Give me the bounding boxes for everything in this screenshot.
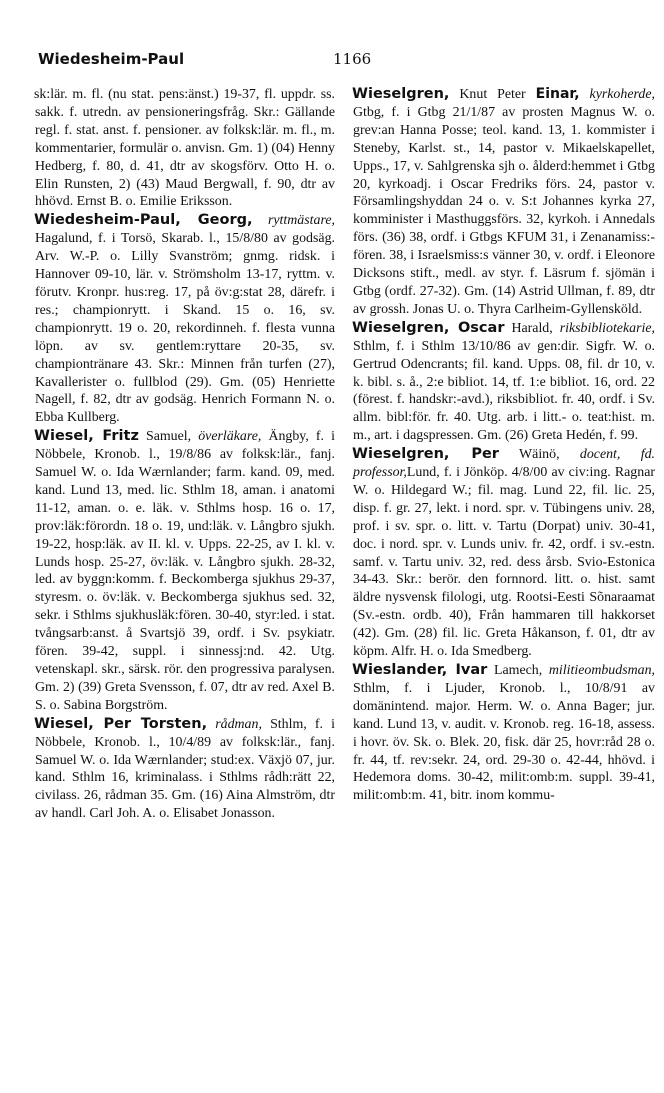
entry-wieselgren-per <box>353 446 655 661</box>
entry-continuation <box>35 86 335 211</box>
running-head <box>38 50 638 72</box>
entry-headword: Wiedesheim-Paul, Georg, <box>34 212 253 229</box>
entry-occupation: överläkare, <box>198 429 262 445</box>
page-title: Wiedesheim-Paul <box>38 50 185 68</box>
right-column <box>353 86 655 806</box>
entry-occupation: kyrkoherde, <box>589 87 655 102</box>
entry-call-name: Einar, <box>535 86 580 102</box>
entry-headword: Wieselgren, <box>352 86 450 102</box>
entry-wiesel-per-torsten <box>35 716 335 823</box>
entry-occupation: docent, fd. professor, <box>353 447 655 481</box>
left-column <box>35 86 335 824</box>
entry-text: Sthlm, f. i Sthlm 13/10/86 av gen:dir. Sigfr. W. o. Gertrud Odencrants; fil. kand. Upps. 08, fil. dr 10, v. k. bibl. s. å., 2:e bibliot. 14, tf. 1:e bibliot. 16, ord. 22 (förest. f. handskr:-avd.), riksbibliot. fr. 40, ordf. i Sv. allm. bibl:för. fr. 40. Utg. arb. i litt.- o. teat:hist. m. m., art. i dagspressen. Gm. (26) Greta Hedén, f. 99. <box>353 338 655 444</box>
entry-text: Gtbg, f. i Gtbg 21/1/87 av prosten Magnus W. o. grev:an Hanna Posse; teol. kand. 13, 1. kommister i Steneby, Karlst. st., 14, pastor v. Mikaelskapellet, Upps., 17, v. Sahlgrenska sjh o. ålderd:hemmet i Gtbg 20, kyrkoadj. i Oscar Fredriks förs. 24, pastor v. Församlingshyddan 24 o. v. S:t Johannes kyrka 27, komminister i Masthuggsförs. 32, kyrkoh. i Annedals förs. (36) 38, ordf. i Gtbgs KFUM 31, i Zenanamiss:-fören. 38, i Israelsmiss:s vänner 30, v. ordf. i Eleonore Dicksons stift., medl. av styr. f. Läsrum f. sjömän i Gtbg (ordf. 27-32). Gm. (14) Astrid Ullman, f. 89, dtr av grossh. Jonas U. o. Thyra Carlheim-Gyllensköld. <box>353 104 655 317</box>
entry-given-names: Samuel, <box>145 429 192 445</box>
entry-occupation: ryttmästare, <box>267 213 335 229</box>
entry-given-names: Harald, <box>511 320 553 336</box>
entry-headword: Wieselgren, Oscar <box>352 319 505 336</box>
entry-headword: Wieselgren, Per <box>352 446 499 463</box>
entry-wieselgren-oscar <box>353 320 655 445</box>
entry-headword: Wiesel, Per Torsten, <box>34 715 208 732</box>
entry-headword: Wiesel, Fritz <box>34 428 139 445</box>
entry-text: Lund, f. i Jönköp. 4/8/00 av civ:ing. Ragnar W. o. Hildegard W.; fil. mag. Lund 22, fil. lic. 25, disp. f. gr. 27, lekt. i nord. spr. v. Tübingens univ. 28, prof. i sv. spr. o. litt. v. Tartu (Dorpat) univ. 30-41, doc. i nord. spr. v. Lunds univ. fr. 42, ordf. i sv.-estn. samf. v. Tartu univ. 32, red. dess årsb. Svio-Estonica 34-43. Skr.: berör. den fornnord. litt. o. hist. samt äldre nysvensk filologi, utg. Rootsi-Eesti Sõnaraamat (Sv.-estn. ordb. 40), Från hammaren till hakkorset (42). Gm. (28) fil. lic. Greta Håkanson, f. 01, dtr av köpm. Alfr. H. o. Ida Smedberg. <box>353 465 655 660</box>
entry-occupation: militieombudsman, <box>548 663 655 678</box>
entry-text: Sthlm, f. i Ljuder, Kronob. l., 10/8/91 av domänintend. major. Herm. W. o. Anna Bager; jur. kand. Lund 13, v. audit. v. Kronob. reg. 16-18, assess. i hovr. öv. Sk. o. Blek. 20, fisk. där 25, hovr:råd 28 o. fr. 44, tf. rev:sekr. 24, ord. 29-30 o. 42-44, hhövd. i Hedemora doms. 30-42, milit:omb:m. suppl. 39-41, milit:omb:m. 41, bitr. inom kommu- <box>353 680 655 804</box>
page-number: 1166 <box>333 50 372 68</box>
entry-text: Ängby, f. i Nöbbele, Kronob. l., 19/8/86 av folksk:lär., fanj. Samuel W. o. Ida Wærnlander; farm. kand. 09, med. kand. Lund 13, med. lic. Sthlm 18, aman. i anatomi 11-12, aman. o. e. läk. v. Sthlms hosp. 16 o. 17, prov:läk:förordn. 18 o. 19, und:läk. v. Långbro sjukh. 19-22, hosp:läk. av II. kl. v. Upps. 22-25, av I. kl. v. Lunds hosp. 25-27, öv:läk. v. Långbro sjukh. 28-32, led. av byggn:komm. f. Beckomberga sjukhus 29-37, styresm. o. öv:läk. v. Beckomberga sjukhus sed. 32, sekr. i Sthlms sjukhusläk:fören. 30-40, styr:led. i stat. tvångsarb:anst. å Svartsjö 39, ordf. i Sv. psykiatr. fören. 39-42, suppl. i sinnessj:nd. 42. Utg. vetenskapl. skr., särsk. rör. den progressiva paralysen. Gm. 2) (39) Greta Svensson, f. 07, dtr av red. Axel B. S. o. Sabina Borgström. <box>35 429 335 713</box>
entry-text: sk:lär. m. fl. (nu stat. pens:änst.) 19-37, fl. uppdr. ss. sakk. f. utredn. av pensioneringsfråg. Skr.: Gällande regl. f. stat. anst. f. pensioner. av folksk:lär. m. fl., m. kommentarier, formulär o. anvisn. Gm. 1) (04) Henny Hedberg, f. 80, d. 41, dtr av skogsförv. Otto H. o. Elin Runsten, 2) (43) Maud Bergwall, f. 90, dtr av hhövd. Ernst B. o. Emilie Eriksson. <box>34 87 335 210</box>
entry-given-names: Knut Peter <box>459 87 526 102</box>
entry-given-names: Wäinö, <box>519 447 560 463</box>
entry-occupation: riksbibliotekarie, <box>559 320 655 336</box>
entry-wiesel-fritz <box>35 428 335 715</box>
entry-given-names: Lamech, <box>493 663 543 678</box>
entry-occupation: rådman, <box>215 716 262 732</box>
entry-wieslander-ivar <box>353 662 655 805</box>
entry-text: Hagalund, f. i Torsö, Skarab. l., 15/8/80 av godsäg. Arv. W.-P. o. Lilly Svanström; gnmg. ridsk. i Hannover 09-10, lär. v. Strömsholm 13-17, ryttm. v. förutv. Kronpr. hus:reg. 17, på öv:g:stat 28, därefr. i res.; championrytt. i Skand. 15 o. 16, sv. championrytt. 19 o. 20, rekordinneh. f. flesta vunna löpn. av sv. gentlem:ryttare 20-35, sv. championtränare 43. Skr.: Minnen från turfen (27), Kavallerister o. fullblod (29). Gm. (05) Henriette Nagell, f. 82, dtr av godsäg. Henrich Formann N. o. Ebba Kullberg. <box>35 231 335 426</box>
entry-headword: Wieslander, Ivar <box>352 662 488 678</box>
entry-text: Sthlm, f. i Nöbbele, Kronob. l., 10/4/89 av folksk:lär., fanj. Samuel W. o. Ida Wærnlander; stud:ex. Växjö 07, jur. kand. Sthlm 16, kriminalass. i Sthlms rådh:rätt 22, civilass. 26, rådman 35. Gm. (16) Aina Almström, dtr av handl. Carl Joh. A. o. Elisabet Jonasson. <box>35 716 335 822</box>
entry-wieselgren-einar <box>353 86 655 319</box>
entry-wiedesheim-paul-georg <box>35 212 335 427</box>
